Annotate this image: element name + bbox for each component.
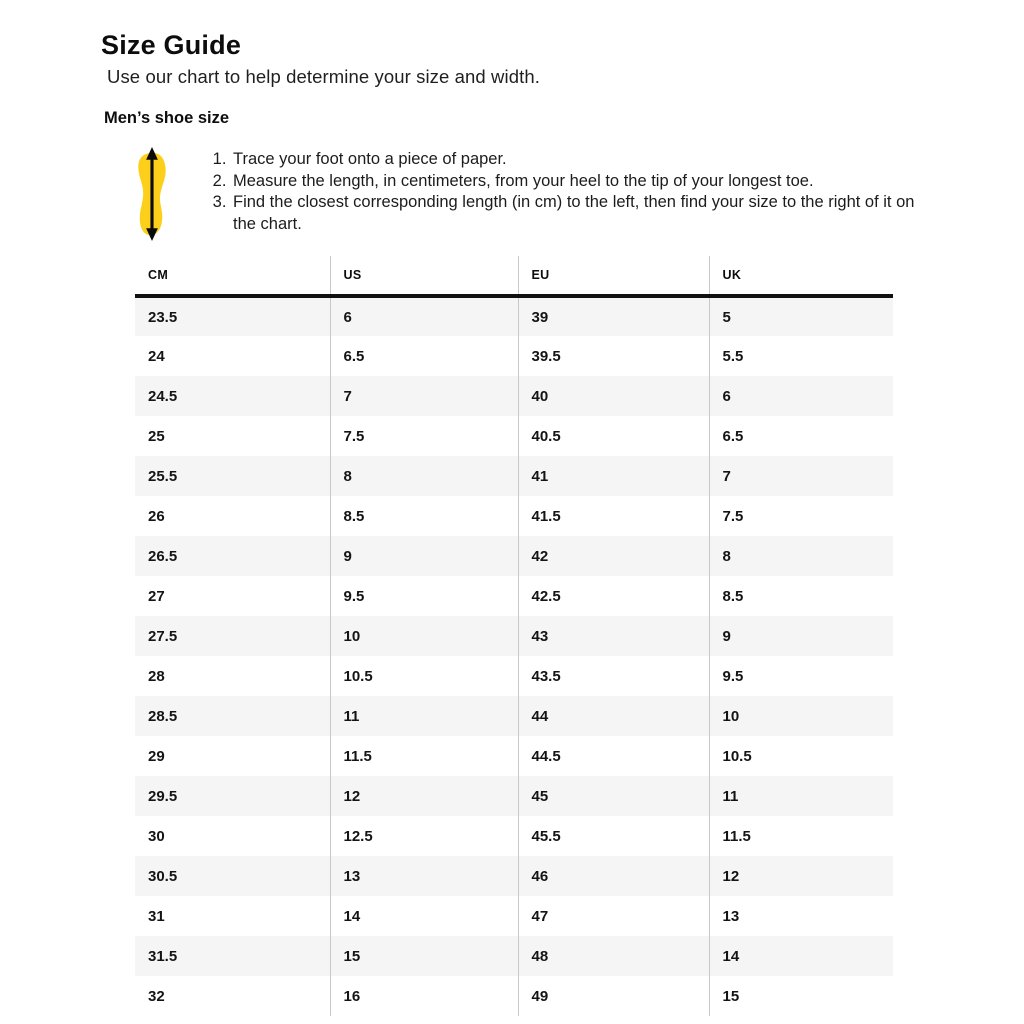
- cell-eu: 41: [518, 456, 709, 496]
- table-row: [135, 416, 893, 456]
- cell-uk: 10: [709, 696, 893, 736]
- table-row: [135, 896, 893, 936]
- column-header-cm: CM: [135, 256, 330, 296]
- cell-uk: 6.5: [709, 416, 893, 456]
- cell-us: 11.5: [330, 736, 518, 776]
- cell-eu: 46: [518, 856, 709, 896]
- measurement-instructions: [135, 147, 939, 241]
- table-row: [135, 976, 893, 1016]
- cell-eu: 47: [518, 896, 709, 936]
- cell-uk: 6: [709, 376, 893, 416]
- column-header-us: US: [330, 256, 518, 296]
- cell-cm: 26: [148, 507, 165, 525]
- cell-eu: 42.5: [518, 576, 709, 616]
- cell-us: 12: [330, 776, 518, 816]
- table-row: [135, 736, 893, 776]
- cell-us: 8.5: [330, 496, 518, 536]
- cell-us: 6: [330, 296, 518, 336]
- cell-cm: 31.5: [148, 947, 178, 965]
- cell-cm: 28.5: [148, 707, 178, 725]
- table-row: [135, 656, 893, 696]
- cell-us: 9.5: [330, 576, 518, 616]
- instruction-list: [169, 149, 939, 235]
- cell-uk: 7.5: [709, 496, 893, 536]
- table-row: [135, 576, 893, 616]
- instruction-item: 3. Find the closest corresponding length (in cm) to the left, then find your size to the right of it on the chart.: [231, 192, 939, 235]
- cell-uk: 8: [709, 536, 893, 576]
- table-row: [135, 856, 893, 896]
- size-table-body: [135, 296, 893, 1016]
- cell-cm: 30.5: [148, 867, 178, 885]
- cell-us: 11: [330, 696, 518, 736]
- cell-cm: 29.5: [148, 787, 178, 805]
- cell-us: 7: [330, 376, 518, 416]
- cell-uk: 9.5: [709, 656, 893, 696]
- cell-uk: 15: [709, 976, 893, 1016]
- cell-us: 10.5: [330, 656, 518, 696]
- cell-cm: 25.5: [148, 467, 178, 485]
- cell-cm: 24: [148, 347, 165, 365]
- instruction-item: 2. Measure the length, in centimeters, from your heel to the tip of your longest toe.: [231, 171, 939, 193]
- cell-eu: 40.5: [518, 416, 709, 456]
- cell-us: 12.5: [330, 816, 518, 856]
- cell-uk: 14: [709, 936, 893, 976]
- cell-us: 15: [330, 936, 518, 976]
- cell-uk: 11: [709, 776, 893, 816]
- cell-uk: 8.5: [709, 576, 893, 616]
- cell-eu: 43: [518, 616, 709, 656]
- table-row: [135, 696, 893, 736]
- cell-cm: 23.5: [148, 308, 178, 326]
- table-row: [135, 816, 893, 856]
- cell-cm: 26.5: [148, 547, 178, 565]
- section-heading-mens-shoe-size: Men’s shoe size: [104, 109, 230, 127]
- cell-uk: 12: [709, 856, 893, 896]
- cell-uk: 10.5: [709, 736, 893, 776]
- column-header-eu: EU: [518, 256, 709, 296]
- cell-uk: 5: [709, 296, 893, 336]
- cell-us: 6.5: [330, 336, 518, 376]
- table-row: [135, 936, 893, 976]
- table-row: [135, 336, 893, 376]
- cell-uk: 11.5: [709, 816, 893, 856]
- foot-measure-icon: [135, 147, 169, 241]
- cell-us: 9: [330, 536, 518, 576]
- page-title: Size Guide: [101, 30, 242, 60]
- cell-eu: 44.5: [518, 736, 709, 776]
- cell-us: 8: [330, 456, 518, 496]
- table-header-row: [135, 256, 893, 296]
- cell-cm: 30: [148, 827, 165, 845]
- cell-cm: 27.5: [148, 627, 178, 645]
- cell-us: 7.5: [330, 416, 518, 456]
- table-row: [135, 376, 893, 416]
- cell-cm: 25: [148, 427, 165, 445]
- table-row: [135, 536, 893, 576]
- column-header-uk: UK: [709, 256, 893, 296]
- cell-eu: 45.5: [518, 816, 709, 856]
- cell-eu: 41.5: [518, 496, 709, 536]
- table-row: [135, 776, 893, 816]
- cell-eu: 42: [518, 536, 709, 576]
- cell-eu: 39.5: [518, 336, 709, 376]
- table-row: [135, 456, 893, 496]
- cell-eu: 44: [518, 696, 709, 736]
- cell-eu: 43.5: [518, 656, 709, 696]
- cell-us: 10: [330, 616, 518, 656]
- cell-uk: 13: [709, 896, 893, 936]
- cell-uk: 5.5: [709, 336, 893, 376]
- table-row: [135, 616, 893, 656]
- table-row: [135, 496, 893, 536]
- cell-eu: 45: [518, 776, 709, 816]
- cell-cm: 24.5: [148, 387, 178, 405]
- cell-uk: 7: [709, 456, 893, 496]
- cell-uk: 9: [709, 616, 893, 656]
- cell-us: 13: [330, 856, 518, 896]
- cell-eu: 40: [518, 376, 709, 416]
- cell-eu: 48: [518, 936, 709, 976]
- table-row: [135, 296, 893, 336]
- page-subtitle: Use our chart to help determine your size and width.: [107, 66, 540, 87]
- cell-us: 14: [330, 896, 518, 936]
- cell-cm: 32: [148, 987, 165, 1005]
- cell-eu: 39: [518, 296, 709, 336]
- cell-us: 16: [330, 976, 518, 1016]
- cell-eu: 49: [518, 976, 709, 1016]
- instruction-item: 1. Trace your foot onto a piece of paper.: [231, 149, 939, 171]
- cell-cm: 27: [148, 587, 165, 605]
- size-chart-table: [135, 256, 893, 1016]
- cell-cm: 28: [148, 667, 165, 685]
- cell-cm: 29: [148, 747, 165, 765]
- cell-cm: 31: [148, 907, 165, 925]
